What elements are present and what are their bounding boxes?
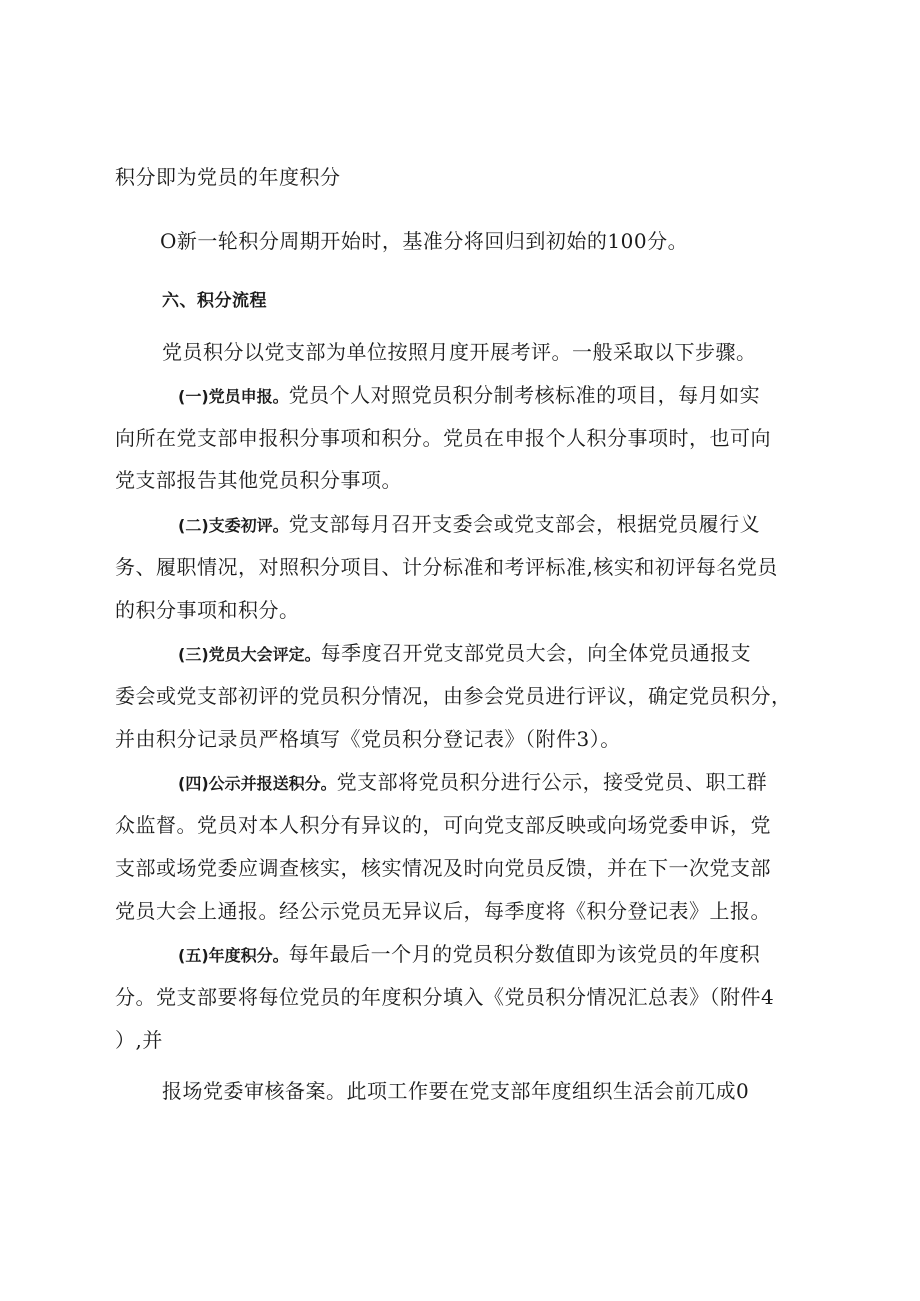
step-5-label: (五)年度积分。 [178, 946, 289, 965]
step-1-label: (一)党员申报。 [178, 387, 289, 406]
step-3-first-line [178, 639, 751, 669]
section-intro: 党员积分以党支部为单位按照月度开展考评。一般采取以下步骤。 [162, 340, 757, 364]
step-5-text: 每年最后一个月的党员积分数值即为该党员的年度积 [288, 942, 761, 966]
step-1-text: 党员个人对照党员积分制考核标准的项目，每月如实 [288, 383, 761, 407]
step-4-line-4: 党员大会上通报。经公示党员无异议后，每季度将《积分登记表》上报。 [115, 899, 771, 923]
step-4-line-2: 众监督。党员对本人积分有异议的，可向党支部反映或向场党委申诉，党 [115, 813, 771, 837]
step-4-text: 党支部将党员积分进行公示，接受党员、职工群 [336, 770, 768, 794]
step-3-text: 每季度召开党支部党员大会，向全体党员通报支 [320, 641, 752, 665]
step-5-line-3: ）,并 [115, 1028, 163, 1052]
step-1-first-line [178, 381, 760, 411]
closing-line: 报场党委审核备案。此项工作要在党支部年度组织生活会前兀成0 [162, 1079, 750, 1103]
intro-line-1: 积分即为党员的年度积分 [115, 165, 341, 189]
step-2-line-2: 务、履职情况，对照积分项目、计分标准和考评标准,核实和初评每名党员 [115, 555, 778, 579]
step-3-label: (三)党员大会评定。 [178, 645, 321, 664]
step-4-label: (四)公示并报送积分。 [178, 774, 337, 793]
step-4-line-3: 支部或场党委应调查核实，核实情况及时向党员反馈，并在下一次党支部 [115, 856, 771, 880]
step-1-line-2: 向所在党支部申报积分事项和积分。党员在申报个人积分事项时，也可向 [115, 426, 771, 450]
step-3-line-3: 并由积分记录员严格填写《党员积分登记表》（附件3）。 [115, 727, 621, 751]
step-2-line-3: 的积分事项和积分。 [115, 598, 300, 622]
step-4-first-line [178, 768, 767, 798]
step-2-text: 党支部每月召开支委会或党支部会，根据党员履行义 [288, 512, 761, 536]
step-3-line-2: 委会或党支部初评的党员积分情况，由参会党员进行评议，确定党员积分， [115, 684, 792, 708]
section-heading: 六、积分流程 [162, 291, 267, 311]
step-2-first-line [178, 510, 760, 540]
step-5-first-line [178, 940, 760, 970]
step-1-line-3: 党支部报告其他党员积分事项。 [115, 468, 402, 492]
intro-line-2: O新一轮积分周期开始时，基准分将回归到初始的100分。 [160, 229, 689, 253]
step-5-line-2: 分。党支部要将每位党员的年度积分填入《党员积分情况汇总表》（附件4 [115, 985, 775, 1009]
step-2-label: (二)支委初评。 [178, 516, 289, 535]
